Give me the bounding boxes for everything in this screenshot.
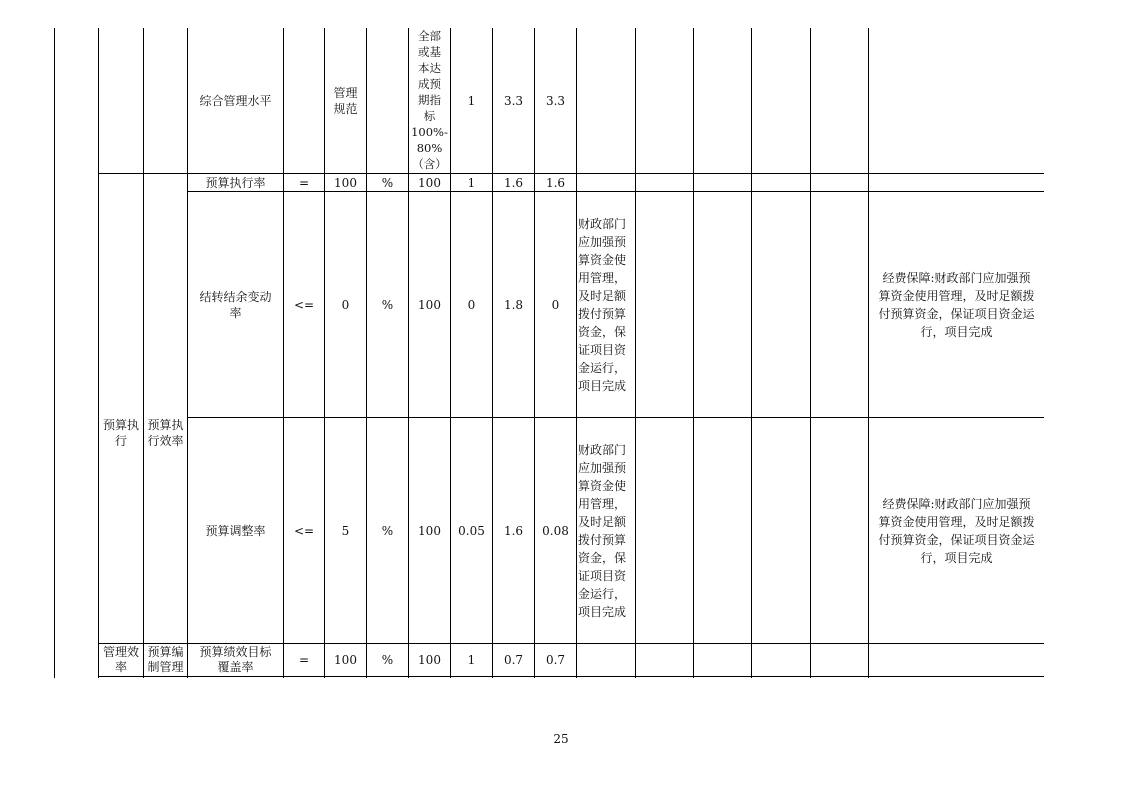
reason-cell xyxy=(578,418,635,643)
reason-cell xyxy=(578,192,635,417)
weight-cell xyxy=(451,28,492,173)
score-cell xyxy=(493,418,534,643)
indicator-text: 预算绩效目标 覆盖率 xyxy=(199,645,272,674)
table-border xyxy=(751,28,752,678)
target-text: 0 xyxy=(341,297,350,312)
operator-cell xyxy=(284,418,324,643)
score-cell xyxy=(493,174,534,191)
level1-text: 管理效 率 xyxy=(102,645,139,674)
note-cell xyxy=(869,418,1044,643)
standard-cell xyxy=(409,192,450,417)
weight-text: 1 xyxy=(467,175,476,190)
target-text: 5 xyxy=(341,523,350,538)
operator-cell xyxy=(284,644,324,676)
table-border xyxy=(693,28,694,678)
level1-text: 预算执 行 xyxy=(102,418,139,448)
table-border xyxy=(576,28,577,678)
operator-text: = xyxy=(298,175,310,190)
score-text: 1.8 xyxy=(503,297,524,312)
standard-text: 100 xyxy=(418,653,441,667)
target-cell xyxy=(325,644,366,676)
reason-text: 财政部门 应加强预 算资金使 用管理， 及时足额 拨付预算 资金，保 证项目资 金运行， 项目完成 xyxy=(578,442,627,619)
unit-cell xyxy=(367,174,408,191)
level2-text: 预算执 行效率 xyxy=(147,418,184,448)
standard-cell xyxy=(409,418,450,643)
score-cell xyxy=(493,192,534,417)
unit-text: % xyxy=(381,653,394,667)
weight-cell xyxy=(451,174,492,191)
score-cell xyxy=(493,28,534,173)
weight-cell xyxy=(451,192,492,417)
weight-text: 1 xyxy=(467,93,476,108)
weight-text: 0 xyxy=(467,297,476,312)
actual-text: 0 xyxy=(551,297,560,312)
weight-cell xyxy=(451,418,492,643)
indicator-cell xyxy=(188,174,283,191)
score-text: 1.6 xyxy=(503,523,524,538)
table-border xyxy=(54,28,55,678)
note-text: 经费保障:财政部门应加强预 算资金使用管理，及时足额拨 付预算资金，保证项目资金运 行，项目完成 xyxy=(878,496,1035,565)
standard-cell xyxy=(409,174,450,191)
unit-cell xyxy=(367,644,408,676)
weight-text: 0.05 xyxy=(458,523,485,538)
standard-cell xyxy=(409,28,450,173)
indicator-text: 预算执行率 xyxy=(205,175,266,190)
actual-text: 1.6 xyxy=(545,175,566,190)
level2-cell xyxy=(144,174,187,643)
level2-cell xyxy=(144,644,187,676)
table-border xyxy=(98,676,1044,677)
score-text: 3.3 xyxy=(503,93,524,108)
indicator-cell xyxy=(188,418,283,643)
target-cell xyxy=(325,418,366,643)
actual-cell xyxy=(535,192,576,417)
note-cell xyxy=(869,192,1044,417)
note-text: 经费保障:财政部门应加强预 算资金使用管理，及时足额拨 付预算资金，保证项目资金运 行，项目完成 xyxy=(878,270,1035,339)
table-border xyxy=(635,28,636,678)
unit-text: % xyxy=(381,523,394,538)
actual-cell xyxy=(535,418,576,643)
target-cell xyxy=(325,192,366,417)
standard-text: 100 xyxy=(418,523,441,538)
operator-cell xyxy=(284,174,324,191)
indicator-cell xyxy=(188,644,283,676)
table-border xyxy=(810,28,811,678)
indicator-cell xyxy=(188,192,283,417)
indicator-cell xyxy=(188,28,283,173)
standard-text: 全部 或基 本达 成预 期指 标 100%- 80% （含） xyxy=(411,29,448,171)
level2-text: 预算编 制管理 xyxy=(147,645,184,674)
actual-text: 0.7 xyxy=(545,653,566,667)
operator-text: <= xyxy=(293,523,315,538)
target-text: 管理 规范 xyxy=(333,85,358,116)
weight-text: 1 xyxy=(467,653,476,667)
target-cell xyxy=(325,174,366,191)
target-text: 100 xyxy=(334,653,357,667)
weight-cell xyxy=(451,644,492,676)
operator-text: = xyxy=(298,653,310,667)
level1-cell xyxy=(99,644,143,676)
score-text: 0.7 xyxy=(503,653,524,667)
page-number: 25 xyxy=(553,732,569,746)
standard-text: 100 xyxy=(418,175,441,190)
target-text: 100 xyxy=(334,175,357,190)
actual-cell xyxy=(535,174,576,191)
indicator-text: 预算调整率 xyxy=(205,523,266,538)
indicator-text: 综合管理水平 xyxy=(199,93,272,108)
reason-text: 财政部门 应加强预 算资金使 用管理， 及时足额 拨付预算 资金，保 证项目资 金运行， 项目完成 xyxy=(578,216,627,393)
unit-text: % xyxy=(381,175,394,190)
unit-text: % xyxy=(381,297,394,312)
indicator-text: 结转结余变动 率 xyxy=(199,289,272,320)
standard-text: 100 xyxy=(418,297,441,312)
target-cell xyxy=(325,28,366,173)
actual-cell xyxy=(535,644,576,676)
actual-text: 0.08 xyxy=(542,523,569,538)
standard-cell xyxy=(409,644,450,676)
level1-cell xyxy=(99,174,143,643)
score-cell xyxy=(493,644,534,676)
actual-text: 3.3 xyxy=(545,93,566,108)
operator-cell xyxy=(284,192,324,417)
unit-cell xyxy=(367,418,408,643)
unit-cell xyxy=(367,192,408,417)
actual-cell xyxy=(535,28,576,173)
score-text: 1.6 xyxy=(503,175,524,190)
operator-text: <= xyxy=(293,297,315,312)
